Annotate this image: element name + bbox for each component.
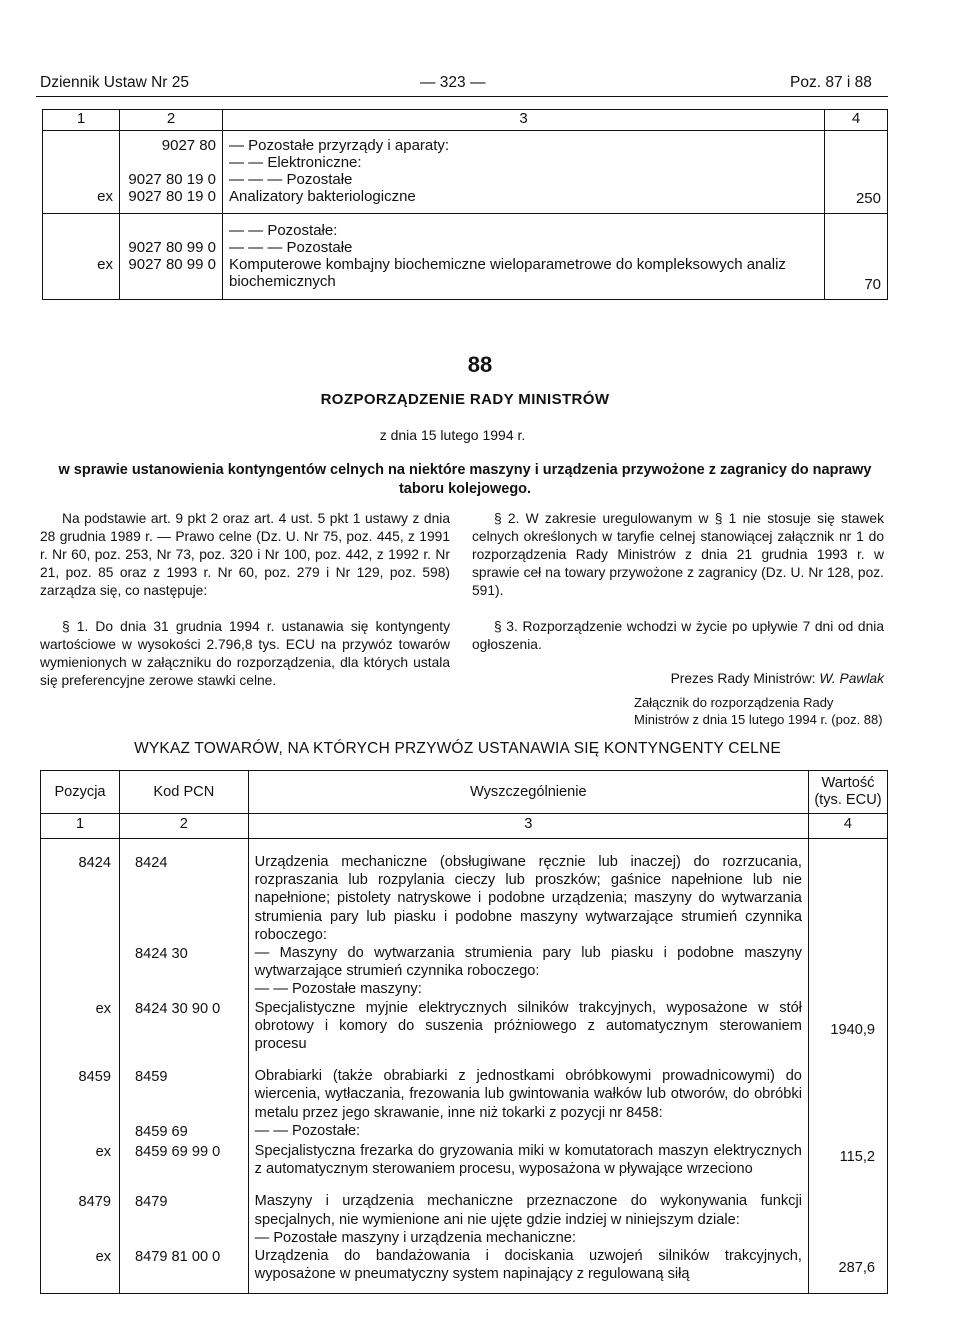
header-cell: 2 [120, 814, 249, 839]
cell [41, 1122, 120, 1142]
cell [825, 137, 888, 154]
header-cell: 1 [43, 110, 120, 131]
act-date: z dnia 15 lutego 1994 r. [379, 427, 526, 443]
header-cell: Wyszczególnienie [248, 771, 808, 814]
cell [41, 1229, 120, 1247]
table-header-row [41, 771, 888, 814]
cell: — Pozostałe maszyny i urządzenia mechaniczne: [248, 1229, 808, 1247]
cell: Specjalistyczna frezarka do gryzowania miki w komutatorach maszyn elektrycznych z automatycznym sterowaniem procesu, wyposażona w pływające wrzeciono [248, 1142, 808, 1178]
tariff-continuation-table [42, 109, 888, 300]
cell [120, 1229, 249, 1247]
journal-title: Dziennik Ustaw Nr 25 [40, 74, 190, 91]
cell: 70 [825, 256, 888, 300]
header-cell: 3 [248, 814, 808, 839]
cell [825, 239, 888, 256]
paragraph-3: § 3. Rozporządzenie wchodzi w życie po upływie 7 dni od dnia ogłoszenia. [472, 619, 884, 652]
signature-label: Prezes Rady Ministrów: [670, 671, 816, 686]
cell [120, 154, 223, 171]
cell: Specjalistyczne myjnie elektrycznych silników trakcyjnych, wyposażone w stół obrotowy i komory do suszenia próżniowego z automatycznym sterowaniem procesu [248, 999, 808, 1054]
header-cell: Pozycja [41, 771, 120, 814]
cell: Komputerowe kombajny biochemiczne wieloparametrowe do kompleksowych analiz biochemicznych [223, 256, 825, 300]
annex-title: WYKAZ TOWARÓW, NA KTÓRYCH PRZYWÓZ USTANAWIA SIĘ KONTYNGENTY CELNE [134, 740, 781, 757]
cell [825, 154, 888, 171]
cell: 1940,9 [808, 999, 887, 1054]
cell: 8424 30 [120, 944, 249, 980]
cell: 9027 80 99 0 [120, 256, 223, 300]
cell: 9027 80 19 0 [120, 171, 223, 188]
cell: 8479 81 00 0 [120, 1247, 249, 1283]
cell: — — Pozostałe: [248, 1122, 808, 1142]
cell [120, 222, 223, 239]
table-row [41, 1122, 888, 1142]
cell [41, 944, 120, 980]
annex-note: Załącznik do rozporządzenia Rady Ministrów z dnia 15 lutego 1994 r. (poz. 88) [634, 695, 883, 727]
cell: ex [43, 188, 120, 214]
cell: 8424 [120, 853, 249, 944]
cell: 250 [825, 188, 888, 214]
table-row [41, 1192, 888, 1228]
annex-table [40, 770, 888, 1294]
cell: 115,2 [808, 1142, 887, 1178]
cell: 9027 80 [120, 137, 223, 154]
preamble: Na podstawie art. 9 pkt 2 oraz art. 4 ust. 5 pkt 1 ustawy z dnia 28 grudnia 1989 r. — Prawo celne (Dz. U. Nr 75, poz. 445, z 1991 r. Nr 60, poz. 253, Nr 73, poz. 320 i Nr 100, poz. 442, z 1992 r. Nr 21, poz. 85 oraz z 1993 r. Nr 60, poz. 279 i Nr 129, poz. 598) zarządza się, co następuje: [40, 511, 450, 598]
table-row [43, 222, 888, 239]
cell [808, 853, 887, 944]
table-row [41, 980, 888, 998]
cell [808, 944, 887, 980]
cell: 9027 80 19 0 [120, 188, 223, 214]
cell [808, 1122, 887, 1142]
cell [120, 980, 249, 998]
cell [43, 137, 120, 154]
act-subject: w sprawie ustanowienia kontyngentów celnych na niektóre maszyny i urządzenia przywożone z zagranicy do naprawy taboru kolejowego. [58, 462, 872, 497]
cell: 8459 [41, 1067, 120, 1122]
cell: 9027 80 99 0 [120, 239, 223, 256]
cell [43, 239, 120, 256]
act-number: 88 [467, 352, 493, 377]
cell [43, 222, 120, 239]
header-cell: 1 [41, 814, 120, 839]
cell: ex [43, 256, 120, 300]
cell: — Pozostałe przyrządy i aparaty: [223, 137, 825, 154]
cell [41, 980, 120, 998]
cell: ex [41, 1142, 120, 1178]
cell: — — — Pozostałe [223, 239, 825, 256]
cell: 8479 [120, 1192, 249, 1228]
header-cell: 4 [808, 814, 887, 839]
table-row [41, 1229, 888, 1247]
cell: Urządzenia do bandażowania i dociskania uzwojeń silników trakcyjnych, wyposażone w pneumatyczny system napinający z regulowaną siłą [248, 1247, 808, 1283]
cell: Analizatory bakteriologiczne [223, 188, 825, 214]
paragraph-1: § 1. Do dnia 31 grudnia 1994 r. ustanawia się kontyngenty wartościowe w wysokości 2.796,8 tys. ECU na przywóz towarów wymienionych w załączniku do rozporządzenia, dla których ustala się preferencyjne zerowe stawki celne. [40, 619, 450, 688]
table-row [43, 171, 888, 188]
table-header-row [43, 110, 888, 131]
header-cell: Wartość (tys. ECU) [808, 771, 887, 814]
left-column [40, 510, 450, 690]
table-row [43, 137, 888, 154]
table-row [41, 1142, 888, 1178]
cell: 8424 30 90 0 [120, 999, 249, 1054]
cell: — Maszyny do wytwarzania strumienia pary lub piasku i podobne maszyny wytwarzające strumień czynnika roboczego: [248, 944, 808, 980]
table-row [43, 188, 888, 214]
cell [825, 222, 888, 239]
cell: 8479 [41, 1192, 120, 1228]
header-cell: Kod PCN [120, 771, 249, 814]
cell [43, 154, 120, 171]
signature-name: W. Pawlak [819, 671, 884, 686]
cell: 8459 [120, 1067, 249, 1122]
cell: — — Pozostałe: [223, 222, 825, 239]
cell: — — Pozostałe maszyny: [248, 980, 808, 998]
cell: 8459 69 99 0 [120, 1142, 249, 1178]
header-cell: 2 [120, 110, 223, 131]
header-rule [36, 96, 888, 97]
cell [808, 1067, 887, 1122]
table-row [41, 944, 888, 980]
cell [808, 1192, 887, 1228]
position-reference: Poz. 87 i 88 [790, 74, 872, 91]
right-column [472, 510, 884, 688]
table-row [43, 239, 888, 256]
header-cell: 4 [825, 110, 888, 131]
table-row [41, 853, 888, 944]
cell: 287,6 [808, 1247, 887, 1283]
cell [43, 171, 120, 188]
cell: ex [41, 999, 120, 1054]
cell: Maszyny i urządzenia mechaniczne przeznaczone do wykonywania funkcji specjalnych, nie wymienione ani nie ujęte gdzie indziej w niniejszym dziale: [248, 1192, 808, 1228]
cell: — — Elektroniczne: [223, 154, 825, 171]
cell [808, 1229, 887, 1247]
table-row [41, 1247, 888, 1283]
cell: — — — Pozostałe [223, 171, 825, 188]
cell: 8459 69 [120, 1122, 249, 1142]
table-row [41, 999, 888, 1054]
table-row [41, 1067, 888, 1122]
act-title: ROZPORZĄDZENIE RADY MINISTRÓW [320, 391, 610, 408]
table-row [43, 256, 888, 300]
cell [825, 171, 888, 188]
paragraph-2: § 2. W zakresie uregulowanym w § 1 nie stosuje się stawek celnych określonych w taryfie celnej stanowiącej załącznik nr 1 do rozporządzenia Rady Ministrów z dnia 21 grudnia 1993 r. w sprawie ceł na towary przywożone z zagranicy (Dz. U. Nr 128, poz. 591). [472, 511, 884, 598]
page-number: — 323 — [420, 74, 486, 91]
table-row [43, 154, 888, 171]
header-cell: 3 [223, 110, 825, 131]
column-number-row [41, 814, 888, 839]
cell [808, 980, 887, 998]
cell: ex [41, 1247, 120, 1283]
cell: Obrabiarki (także obrabiarki z jednostkami obróbkowymi prowadnicowymi) do wiercenia, wytłaczania, frezowania lub gwintowania wałków lub otworów, do obróbki metalu przez jego skrawanie, inne niż tokarki z pozycji nr 8458: [248, 1067, 808, 1122]
cell: 8424 [41, 853, 120, 944]
cell: Urządzenia mechaniczne (obsługiwane ręcznie lub inaczej) do rozrzucania, rozpraszania lub rozpylania cieczy lub proszków; gaśnice napełnione lub nie napełnione; pistolety natryskowe i podobne urządzenia; maszyny do wytwarzania strumienia pary lub piasku i podobne maszyny wytwarzające strumień czynnika roboczego: [248, 853, 808, 944]
signature [472, 670, 884, 688]
